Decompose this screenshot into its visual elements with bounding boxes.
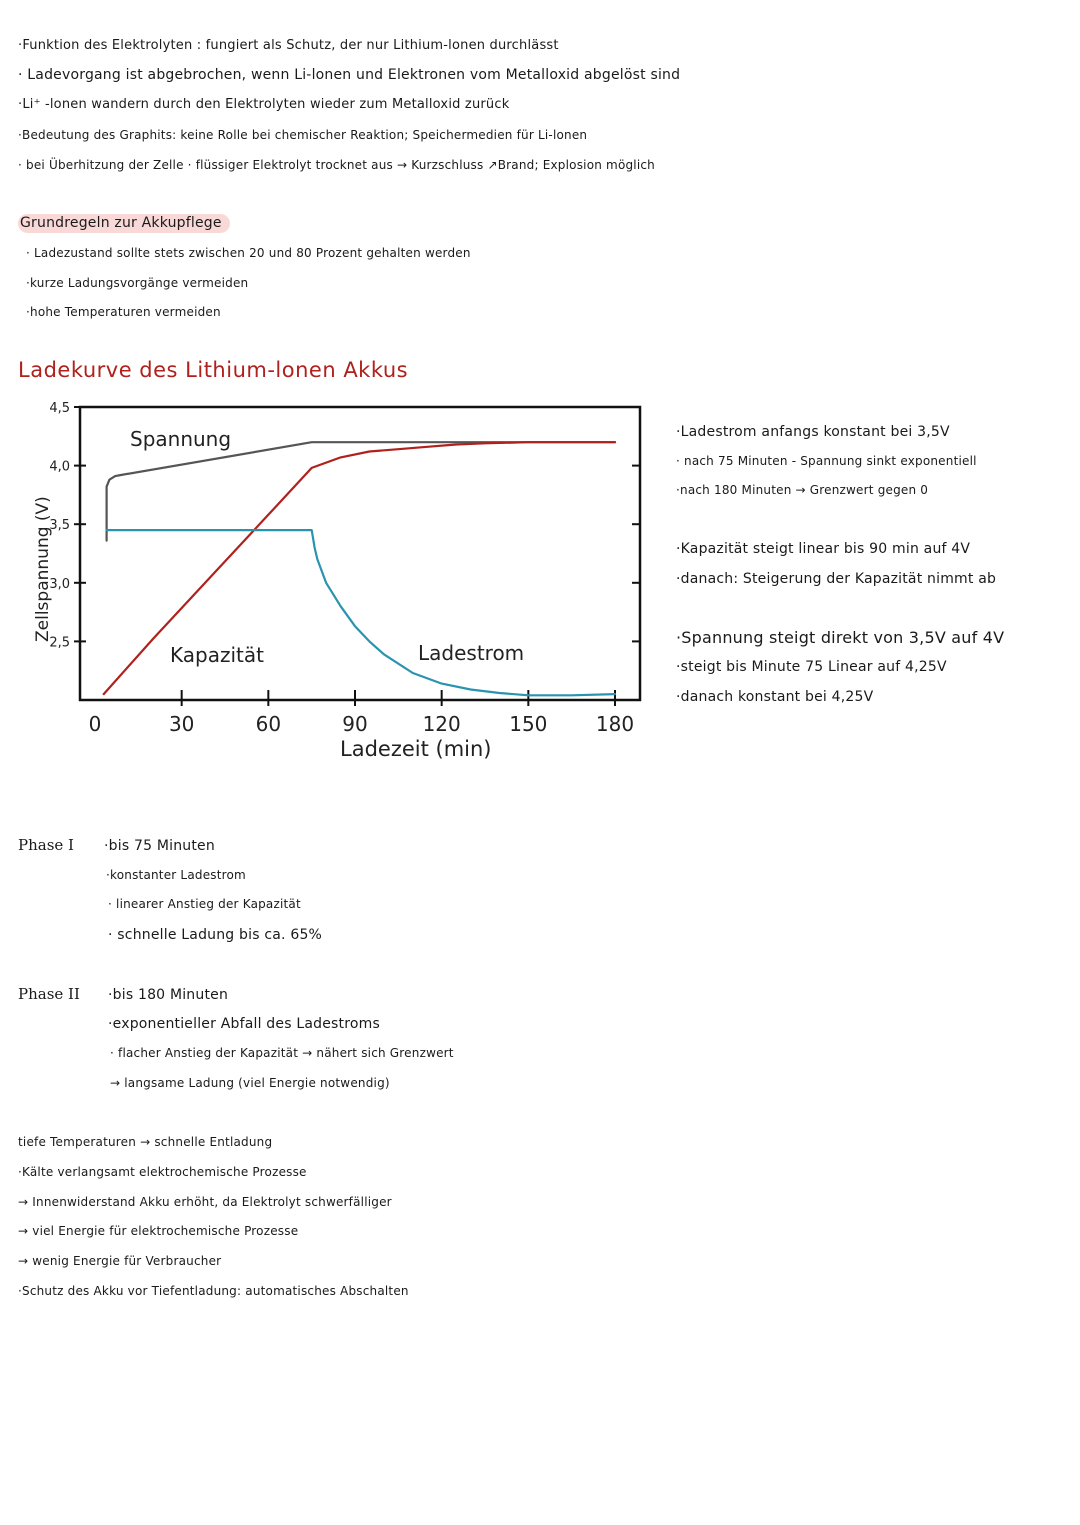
side-note: ·steigt bis Minute 75 Linear auf 4,25V (676, 659, 947, 675)
series-label-spannung: Spannung (130, 427, 232, 451)
side-note: ·Ladestrom anfangs konstant bei 3,5V (676, 424, 950, 440)
side-note: ·Kapazität steigt linear bis 90 min auf 4V (676, 541, 971, 557)
care-item: ·hohe Temperaturen vermeiden (26, 305, 221, 319)
chart-axes (49, 401, 640, 736)
note-line: ·Bedeutung des Graphits: keine Rolle bei chemischer Reaktion; Speichermedien für Li-lonen (18, 128, 588, 142)
care-heading: Grundregeln zur Akkupflege (18, 214, 230, 233)
side-note: ·nach 180 Minuten → Grenzwert gegen 0 (676, 483, 929, 497)
x-tick-label: 180 (595, 712, 635, 736)
phase-item: · flacher Anstieg der Kapazität → nähert sich Grenzwert (110, 1046, 454, 1060)
note-line: ·Funktion des Elektrolyten : fungiert als Schutz, der nur Lithium-lonen durchlässt (18, 38, 559, 53)
curve-heading: Ladekurve des Lithium-lonen Akkus (18, 358, 409, 382)
phase-two-label: Phase II (18, 985, 80, 1003)
y-tick-label: 3,0 (49, 576, 70, 592)
y-tick-label: 2,5 (49, 635, 70, 651)
x-tick-label: 60 (255, 712, 282, 736)
x-tick-label: 150 (509, 712, 548, 736)
phase-item: · schnelle Ladung bis ca. 65% (108, 927, 323, 943)
side-note: ·Spannung steigt direkt von 3,5V auf 4V (676, 628, 1005, 647)
y-tick-label: 4,5 (49, 401, 70, 416)
note-line: · bei Überhitzung der Zelle · flüssiger Elektrolyt trocknet aus → Kurzschluss ↗Brand; Explosion möglich (18, 158, 655, 172)
side-note: · nach 75 Minuten - Spannung sinkt exponentiell (676, 454, 977, 468)
x-tick-label: 0 (88, 712, 102, 736)
bottom-note: → Innenwiderstand Akku erhöht, da Elektrolyt schwerfälliger (18, 1195, 392, 1209)
charge-curve-chart (10, 392, 670, 772)
y-tick-label: 3,5 (49, 518, 70, 534)
series-line-1 (107, 442, 615, 540)
bottom-note: ·Schutz des Akku vor Tiefentladung: automatisches Abschalten (18, 1284, 409, 1298)
phase-item: ·konstanter Ladestrom (106, 868, 246, 882)
x-tick-label: 90 (342, 712, 368, 736)
side-note: ·danach konstant bei 4,25V (676, 689, 874, 705)
x-axis-label: Ladezeit (min) (340, 737, 492, 761)
care-item: · Ladezustand sollte stets zwischen 20 und 80 Prozent gehalten werden (26, 246, 471, 260)
note-line: ·Li⁺ -lonen wandern durch den Elektrolyten wieder zum Metalloxid zurück (18, 97, 510, 112)
bottom-note: → wenig Energie für Verbraucher (18, 1254, 222, 1268)
phase-item: ·bis 180 Minuten (108, 987, 229, 1003)
side-note: ·danach: Steigerung der Kapazität nimmt ab (676, 571, 997, 587)
series-line-3 (107, 530, 615, 695)
note-line: · Ladevorgang ist abgebrochen, wenn Li-lonen und Elektronen vom Metalloxid abgelöst sind (18, 67, 681, 83)
series-label-kapazitaet: Kapazität (170, 643, 264, 667)
phase-item: → langsame Ladung (viel Energie notwendig) (110, 1076, 390, 1090)
care-item: ·kurze Ladungsvorgänge vermeiden (26, 276, 249, 290)
x-tick-label: 30 (168, 712, 195, 736)
x-tick-label: 120 (422, 712, 461, 736)
phase-one-label: Phase I (18, 836, 74, 854)
phase-item: ·bis 75 Minuten (104, 838, 215, 854)
chart-labels (33, 427, 524, 761)
phase-item: ·exponentieller Abfall des Ladestroms (108, 1016, 380, 1032)
series-label-ladestrom: Ladestrom (418, 641, 525, 665)
y-axis-label: Zellspannung (V) (33, 496, 53, 642)
bottom-note: → viel Energie für elektrochemische Prozesse (18, 1224, 299, 1238)
phase-item: · linearer Anstieg der Kapazität (108, 897, 301, 911)
bottom-note: ·Kälte verlangsamt elektrochemische Prozesse (18, 1165, 307, 1179)
bottom-note: tiefe Temperaturen → schnelle Entladung (18, 1135, 273, 1149)
y-tick-label: 4,0 (49, 459, 70, 475)
